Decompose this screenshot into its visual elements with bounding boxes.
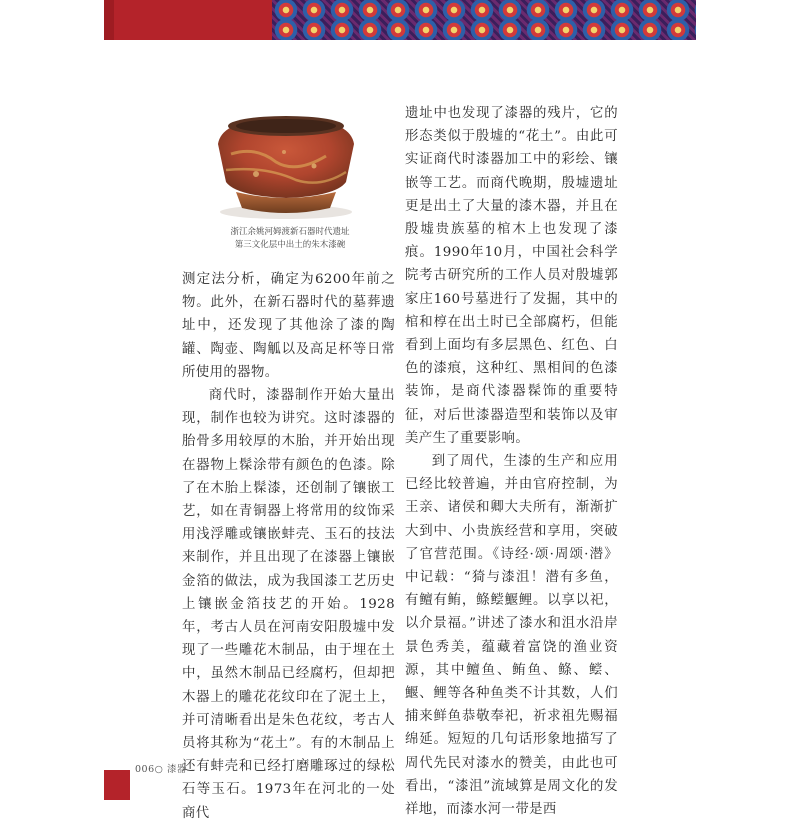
header-edge-strip [104, 0, 114, 40]
left-paragraph-2: 商代时，漆器制作开始大量出现，制作也较为讲究。这时漆器的胎骨多用较厚的木胎，并开始出现在器物上髹涂带有颜色的色漆。除了在木胎上髹漆，还创制了镶嵌工艺，如在青铜器上将常用的纹饰采用浅浮雕或镶嵌蚌壳、玉石的技法来制作，并且出现了在漆器上镶嵌金箔的做法，成为我国漆工艺历史上镶嵌金箔技艺的开始。1928年，考古人员在河南安阳殷墟中发现了一些雕花木制品，由于埋在土中，虽然木制品已经腐朽，但却把木器上的雕花花纹印在了泥土上，并可清晰看出是朱色花纹，考古人员将其称为“花土”。有的木制品上还有蚌壳和已经打磨雕琢过的绿松石等玉石。1973年在河北的一处商代 [182, 388, 395, 821]
left-column [182, 268, 395, 825]
caption-line-1: 浙江余姚河姆渡新石器时代遗址 [230, 227, 350, 237]
right-paragraph-1: 遗址中也发现了漆器的残片，它的形态类似于殷墟的“花土”。由此可实证商代时漆器加工中的彩绘、镶嵌等工艺。而商代晚期，殷墟遗址更是出土了大量的漆木器，并且在殷墟贵族墓的棺木上也发现了漆痕。1990年10月，中国社会科学院考古研究所的工作人员对殷墟郭家庄160号墓进行了发掘，其中的棺和椁在出土时已全部腐朽，但能看到上面均有多层黑色、红色、白色的漆痕，这种红、黑相间的色漆装饰，是商代漆器髹饰的重要特征，对后世漆器造型和装饰以及审美产生了重要影响。 [405, 106, 618, 446]
photo-caption [210, 226, 370, 252]
book-title: 漆器 [166, 764, 187, 775]
footer-red-tab [104, 770, 130, 800]
page-number: 006 [135, 764, 155, 775]
right-column [405, 102, 618, 821]
footer-separator: ○ [154, 764, 164, 775]
right-paragraph-2: 到了周代，生漆的生产和应用已经比较普遍，并由官府控制，为王亲、诸侯和卿大夫所有，渐渐扩大到中、小贵族经营和享用，突破了官营范围。《诗经·颂·周颂·潜》中记载：“猗与漆沮！潜有多鱼，有鳣有鲔，鲦鲿鰋鲤。以享以祀，以介景福。”讲述了漆水和沮水沿岸景色秀美，蕴藏着富饶的渔业资源，其中鳣鱼、鲔鱼、鲦、鲿、鰋、鲤等各种鱼类不计其数，人们捕来鲜鱼恭敬奉祀，祈求祖先赐福绵延。短短的几句话形象地描写了周代先民对漆水的赞美，由此也可看出，“漆沮”流域算是周文化的发祥地，而漆水河一带是西 [405, 454, 618, 818]
page-footer [135, 761, 187, 775]
lacquer-bowl-photo [196, 104, 376, 224]
left-paragraph-1: 测定法分析，确定为6200年前之物。此外，在新石器时代的墓葬遗址中，还发现了其他涂了漆的陶罐、陶壶、陶觚以及高足杯等日常所使用的器物。 [182, 272, 395, 380]
caption-line-2: 第三文化层中出土的朱木漆碗 [234, 240, 346, 250]
header-red-block [104, 0, 272, 40]
lacquer-bowl-image [196, 104, 376, 224]
header-ornament-pattern [272, 0, 696, 40]
